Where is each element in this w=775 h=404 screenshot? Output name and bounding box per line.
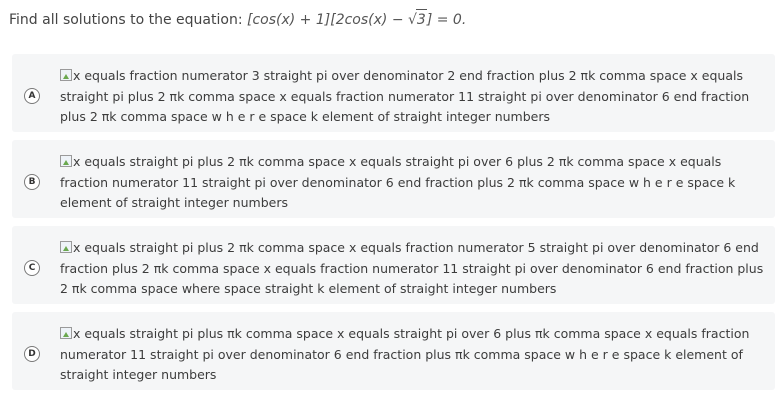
option-answer-text: x equals fraction numerator 3 straight pi over denominator 2 end fraction plus 2 πk comma space x equals straight pi plus 2 πk comma space x equals fraction numerator 11 straight pi over denominator 6 end fraction plus 2 πk comma space w h e r e space k element of straight integer numbers [60,68,750,124]
question-text [9,9,466,30]
option-letter-badge[interactable]: C [24,260,40,276]
broken-image-icon [60,155,72,167]
answer-option-d[interactable] [12,312,775,390]
answer-option-c[interactable] [12,226,775,304]
equation-sqrt-radicand: 3 [416,9,427,30]
option-text [60,324,768,386]
answer-option-a[interactable] [12,54,775,132]
equation: [cos(x) + 1][2cos(x) − √3] = 0. [247,12,466,28]
option-answer-text: x equals straight pi plus 2 πk comma space x equals straight pi over 6 plus 2 πk comma space x equals fraction numerator 11 straight pi over denominator 6 end fraction plus 2 πk comma space w h e r e space k element of straight integer numbers [60,154,736,210]
equation-part-1: [cos(x) + 1][2cos(x) − [247,12,408,28]
broken-image-icon [60,241,72,253]
option-letter-badge[interactable]: B [24,174,40,190]
broken-image-icon [60,327,72,339]
option-text [60,152,768,214]
option-text [60,238,768,300]
question-prefix: Find all solutions to the equation: [9,12,247,28]
option-answer-text: x equals straight pi plus 2 πk comma space x equals fraction numerator 5 straight pi over denominator 6 end fraction plus 2 πk comma space x equals fraction numerator 11 straight pi over denominator 6 end fraction plus 2 πk comma space where space straight k element of straight integer numbers [60,240,764,296]
option-text [60,66,768,128]
option-answer-text: x equals straight pi plus πk comma space x equals straight pi over 6 plus πk comma space x equals fraction numerator 11 straight pi over denominator 6 end fraction plus πk comma space w h e r e space k element of straight integer numbers [60,326,750,382]
broken-image-icon [60,69,72,81]
answer-option-b[interactable] [12,140,775,218]
equation-part-2: ] = 0. [426,12,467,28]
option-letter-badge[interactable]: D [24,346,40,362]
option-letter-badge[interactable]: A [24,88,40,104]
